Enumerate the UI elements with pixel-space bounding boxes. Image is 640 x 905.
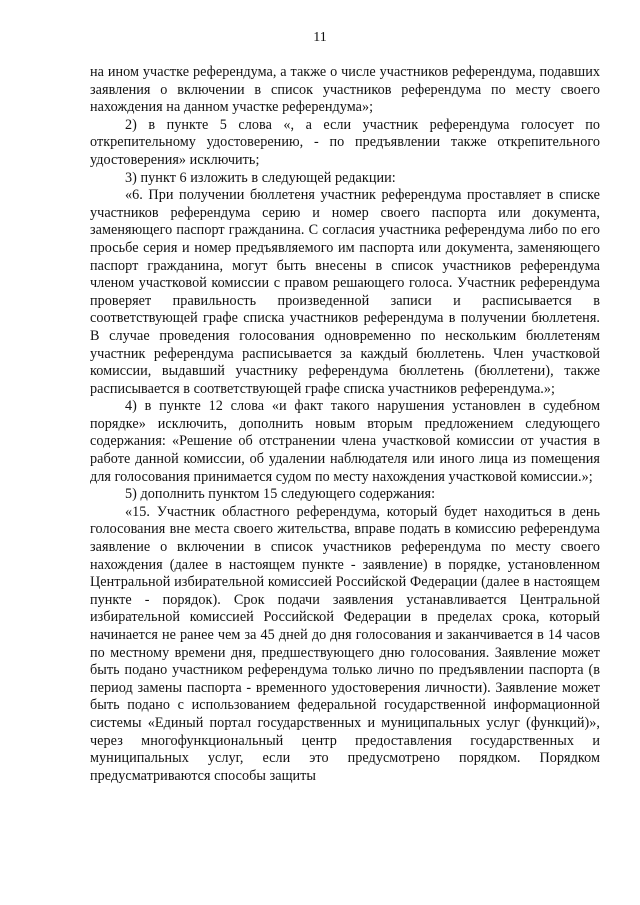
paragraph-item-5: 5) дополнить пунктом 15 следующего содержания: bbox=[125, 486, 436, 503]
paragraph-item-3: 3) пункт 6 изложить в следующей редакции: bbox=[125, 169, 396, 186]
paragraph-item-4: 4) в пункте 12 слова «и факт такого нарушения установлен в судебном порядке» исключить, дополнить новым вторым предложением следующего содержания: «Решение об отстранении члена участковой комиссии от участия в работе данной комиссии, об удалении наблюдателя или иного лица из помещения для голосования принимается судом по месту нахождения участковой комиссии.»; bbox=[90, 398, 600, 485]
paragraph-continuation: на ином участке референдума, а также о числе участников референдума, подавших заявления о включении в список участников референдума по месту своего нахождения на данном участке референдума»; bbox=[90, 64, 600, 116]
document-body bbox=[90, 64, 600, 785]
paragraph-item-2: 2) в пункте 5 слова «, а если участник референдума голосует по открепительному удостоверению, - по предъявлении также открепительного удостоверения» исключить; bbox=[90, 116, 600, 168]
page-number: 11 bbox=[313, 30, 327, 45]
paragraph-point-6: «6. При получении бюллетеня участник референдума проставляет в списке участников референдума серию и номер своего паспорта или документа, заменяющего паспорт гражданина. С согласия участника референдума либо по его просьбе серия и номер предъявляемого им паспорта или документа, заменяющего паспорт гражданина, могут быть внесены в список участников референдума членом участковой комиссии с правом решающего голоса. Участник референдума проверяет правильность произведенной записи и расписывается в соответствующей графе списка участников референдума в получении бюллетеня. В случае проведения голосования одновременно по нескольким бюллетеням участник референдума расписывается за каждый бюллетень. Член участковой комиссии, выдавший участнику референдума бюллетень (бюллетени), также расписывается в соответствующей графе списка участников референдума.»; bbox=[90, 187, 600, 397]
paragraph-point-15: «15. Участник областного референдума, который будет находиться в день голосования вне места своего жительства, вправе подать в комиссию референдума заявление о включении в список участников референдума по месту своего нахождения (далее в настоящем пункте - заявление) в порядке, установленном Центральной избирательной комиссией Российской Федерации (далее в настоящем пункте - порядок). Срок подачи заявления устанавливается Центральной избирательной комиссией Российской Федерации в пределах срока, который начинается не ранее чем за 45 дней до дня голосования и заканчивается в 14 часов по местному времени дня, предшествующего дню голосования. Заявление может быть подано участником референдума только лично по предъявлении паспорта (в период замены паспорта - временного удостоверения личности). Заявление может быть подано с использованием федеральной государственной информационной системы «Единый портал государственных и муниципальных услуг (функций)», через многофункциональный центр предоставления государственных и муниципальных услуг, если это предусмотрено порядком. Порядком предусматриваются способы защиты bbox=[90, 503, 600, 784]
